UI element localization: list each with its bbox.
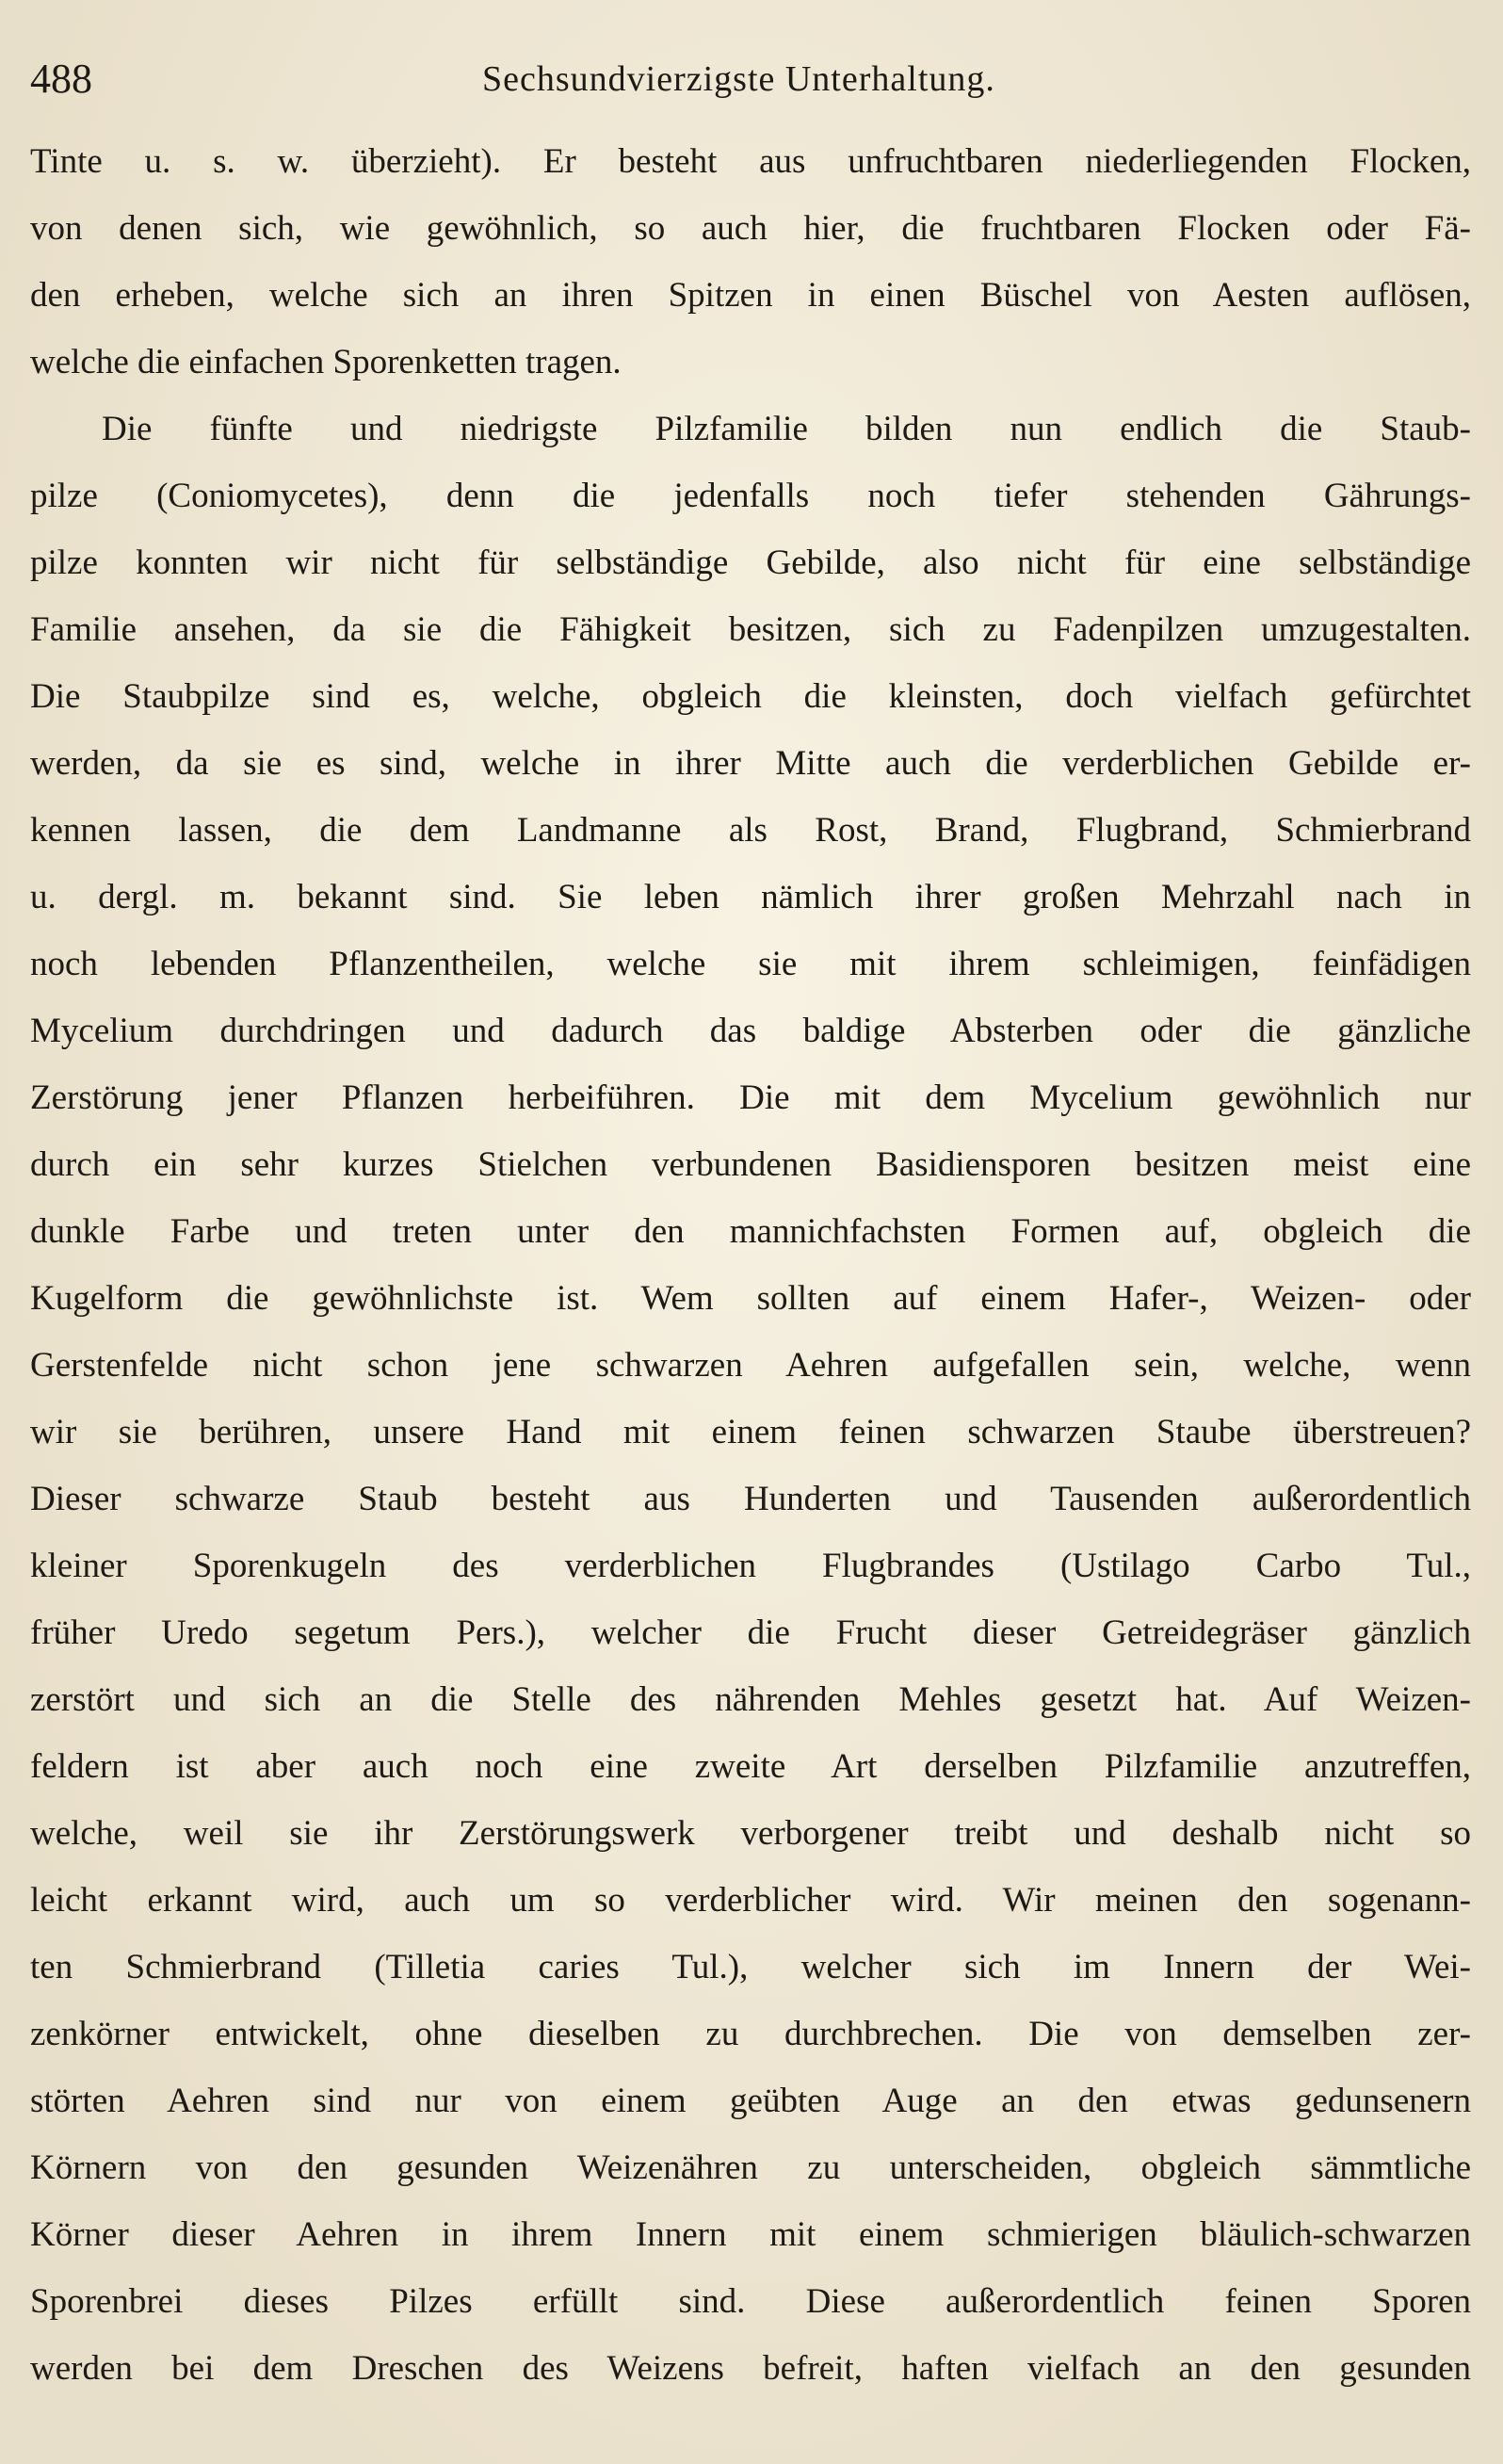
text-line: zerstört und sich an die Stelle des nährenden Mehles gesetzt hat. Auf Weizen- [30, 1680, 1471, 1719]
text-line: Familie ansehen, da sie die Fähigkeit besitzen, sich zu Fadenpilzen umzugestalten. [30, 610, 1471, 649]
text-line: Dieser schwarze Staub besteht aus Hunderten und Tausenden außerordentlich [30, 1480, 1471, 1518]
text-line: pilze konnten wir nicht für selbständige Gebilde, also nicht für eine selbständige [30, 543, 1471, 582]
text-line: welche die einfachen Sporenketten tragen. [30, 343, 622, 381]
text-line: welche, weil sie ihr Zerstörungswerk verborgener treibt und deshalb nicht so [30, 1814, 1471, 1853]
text-line: durch ein sehr kurzes Stielchen verbundenen Basidiensporen besitzen meist eine [30, 1145, 1471, 1184]
text-line: Sporenbrei dieses Pilzes erfüllt sind. Diese außerordentlich feinen Sporen [30, 2282, 1471, 2321]
paragraph-start-line: Die fünfte und niedrigste Pilzfamilie bilden nun endlich die Staub- [102, 410, 1471, 448]
text-line: Gerstenfelde nicht schon jene schwarzen Aehren aufgefallen sein, welche, wenn [30, 1346, 1471, 1385]
running-head [30, 49, 1471, 109]
text-line: Mycelium durchdringen und dadurch das baldige Absterben oder die gänzliche [30, 1012, 1471, 1050]
text-line: werden bei dem Dreschen des Weizens befreit, haften vielfach an den gesunden [30, 2349, 1471, 2388]
text-line: kennen lassen, die dem Landmanne als Rost, Brand, Flugbrand, Schmierbrand [30, 811, 1471, 850]
text-line: Zerstörung jener Pflanzen herbeiführen. Die mit dem Mycelium gewöhnlich nur [30, 1078, 1471, 1117]
text-line: leicht erkannt wird, auch um so verderblicher wird. Wir meinen den sogenann- [30, 1881, 1471, 1920]
running-title: Sechsundvierzigste Unterhaltung. [482, 59, 995, 99]
text-line: Die Staubpilze sind es, welche, obgleich die kleinsten, doch vielfach gefürchtet [30, 677, 1471, 716]
text-line: zenkörner entwickelt, ohne dieselben zu durchbrechen. Die von demselben zer- [30, 2015, 1471, 2053]
text-line: früher Uredo segetum Pers.), welcher die Frucht dieser Getreidegräser gänzlich [30, 1613, 1471, 1652]
text-line: störten Aehren sind nur von einem geübten Auge an den etwas gedunsenern [30, 2082, 1471, 2120]
text-line: kleiner Sporenkugeln des verderblichen Flugbrandes (Ustilago Carbo Tul., [30, 1547, 1471, 1585]
text-line: Körnern von den gesunden Weizenähren zu unterscheiden, obgleich sämmtliche [30, 2148, 1471, 2187]
text-line: u. dergl. m. bekannt sind. Sie leben nämlich ihrer großen Mehrzahl nach in [30, 878, 1471, 916]
text-line: Körner dieser Aehren in ihrem Innern mit einem schmierigen bläulich-schwarzen [30, 2215, 1471, 2254]
text-line: Kugelform die gewöhnlichste ist. Wem sollten auf einem Hafer-, Weizen- oder [30, 1279, 1471, 1318]
text-line: wir sie berühren, unsere Hand mit einem feinen schwarzen Staube überstreuen? [30, 1413, 1471, 1451]
text-line: noch lebenden Pflanzentheilen, welche sie mit ihrem schleimigen, feinfädigen [30, 945, 1471, 983]
page-number: 488 [30, 56, 92, 102]
text-line: werden, da sie es sind, welche in ihrer Mitte auch die verderblichen Gebilde er- [30, 744, 1471, 783]
text-line: Tinte u. s. w. überzieht). Er besteht aus unfruchtbaren niederliegenden Flocken, [30, 142, 1471, 181]
text-line: den erheben, welche sich an ihren Spitzen in einen Büschel von Aesten auflösen, [30, 276, 1471, 315]
text-line: ten Schmierbrand (Tilletia caries Tul.), welcher sich im Innern der Wei- [30, 1948, 1471, 1986]
text-line: pilze (Coniomycetes), denn die jedenfalls noch tiefer stehenden Gährungs- [30, 477, 1471, 515]
text-line: feldern ist aber auch noch eine zweite Art derselben Pilzfamilie anzutreffen, [30, 1747, 1471, 1786]
body-text [30, 128, 1471, 2402]
text-line: dunkle Farbe und treten unter den mannichfachsten Formen auf, obgleich die [30, 1212, 1471, 1251]
text-line: von denen sich, wie gewöhnlich, so auch hier, die fruchtbaren Flocken oder Fä- [30, 209, 1471, 248]
